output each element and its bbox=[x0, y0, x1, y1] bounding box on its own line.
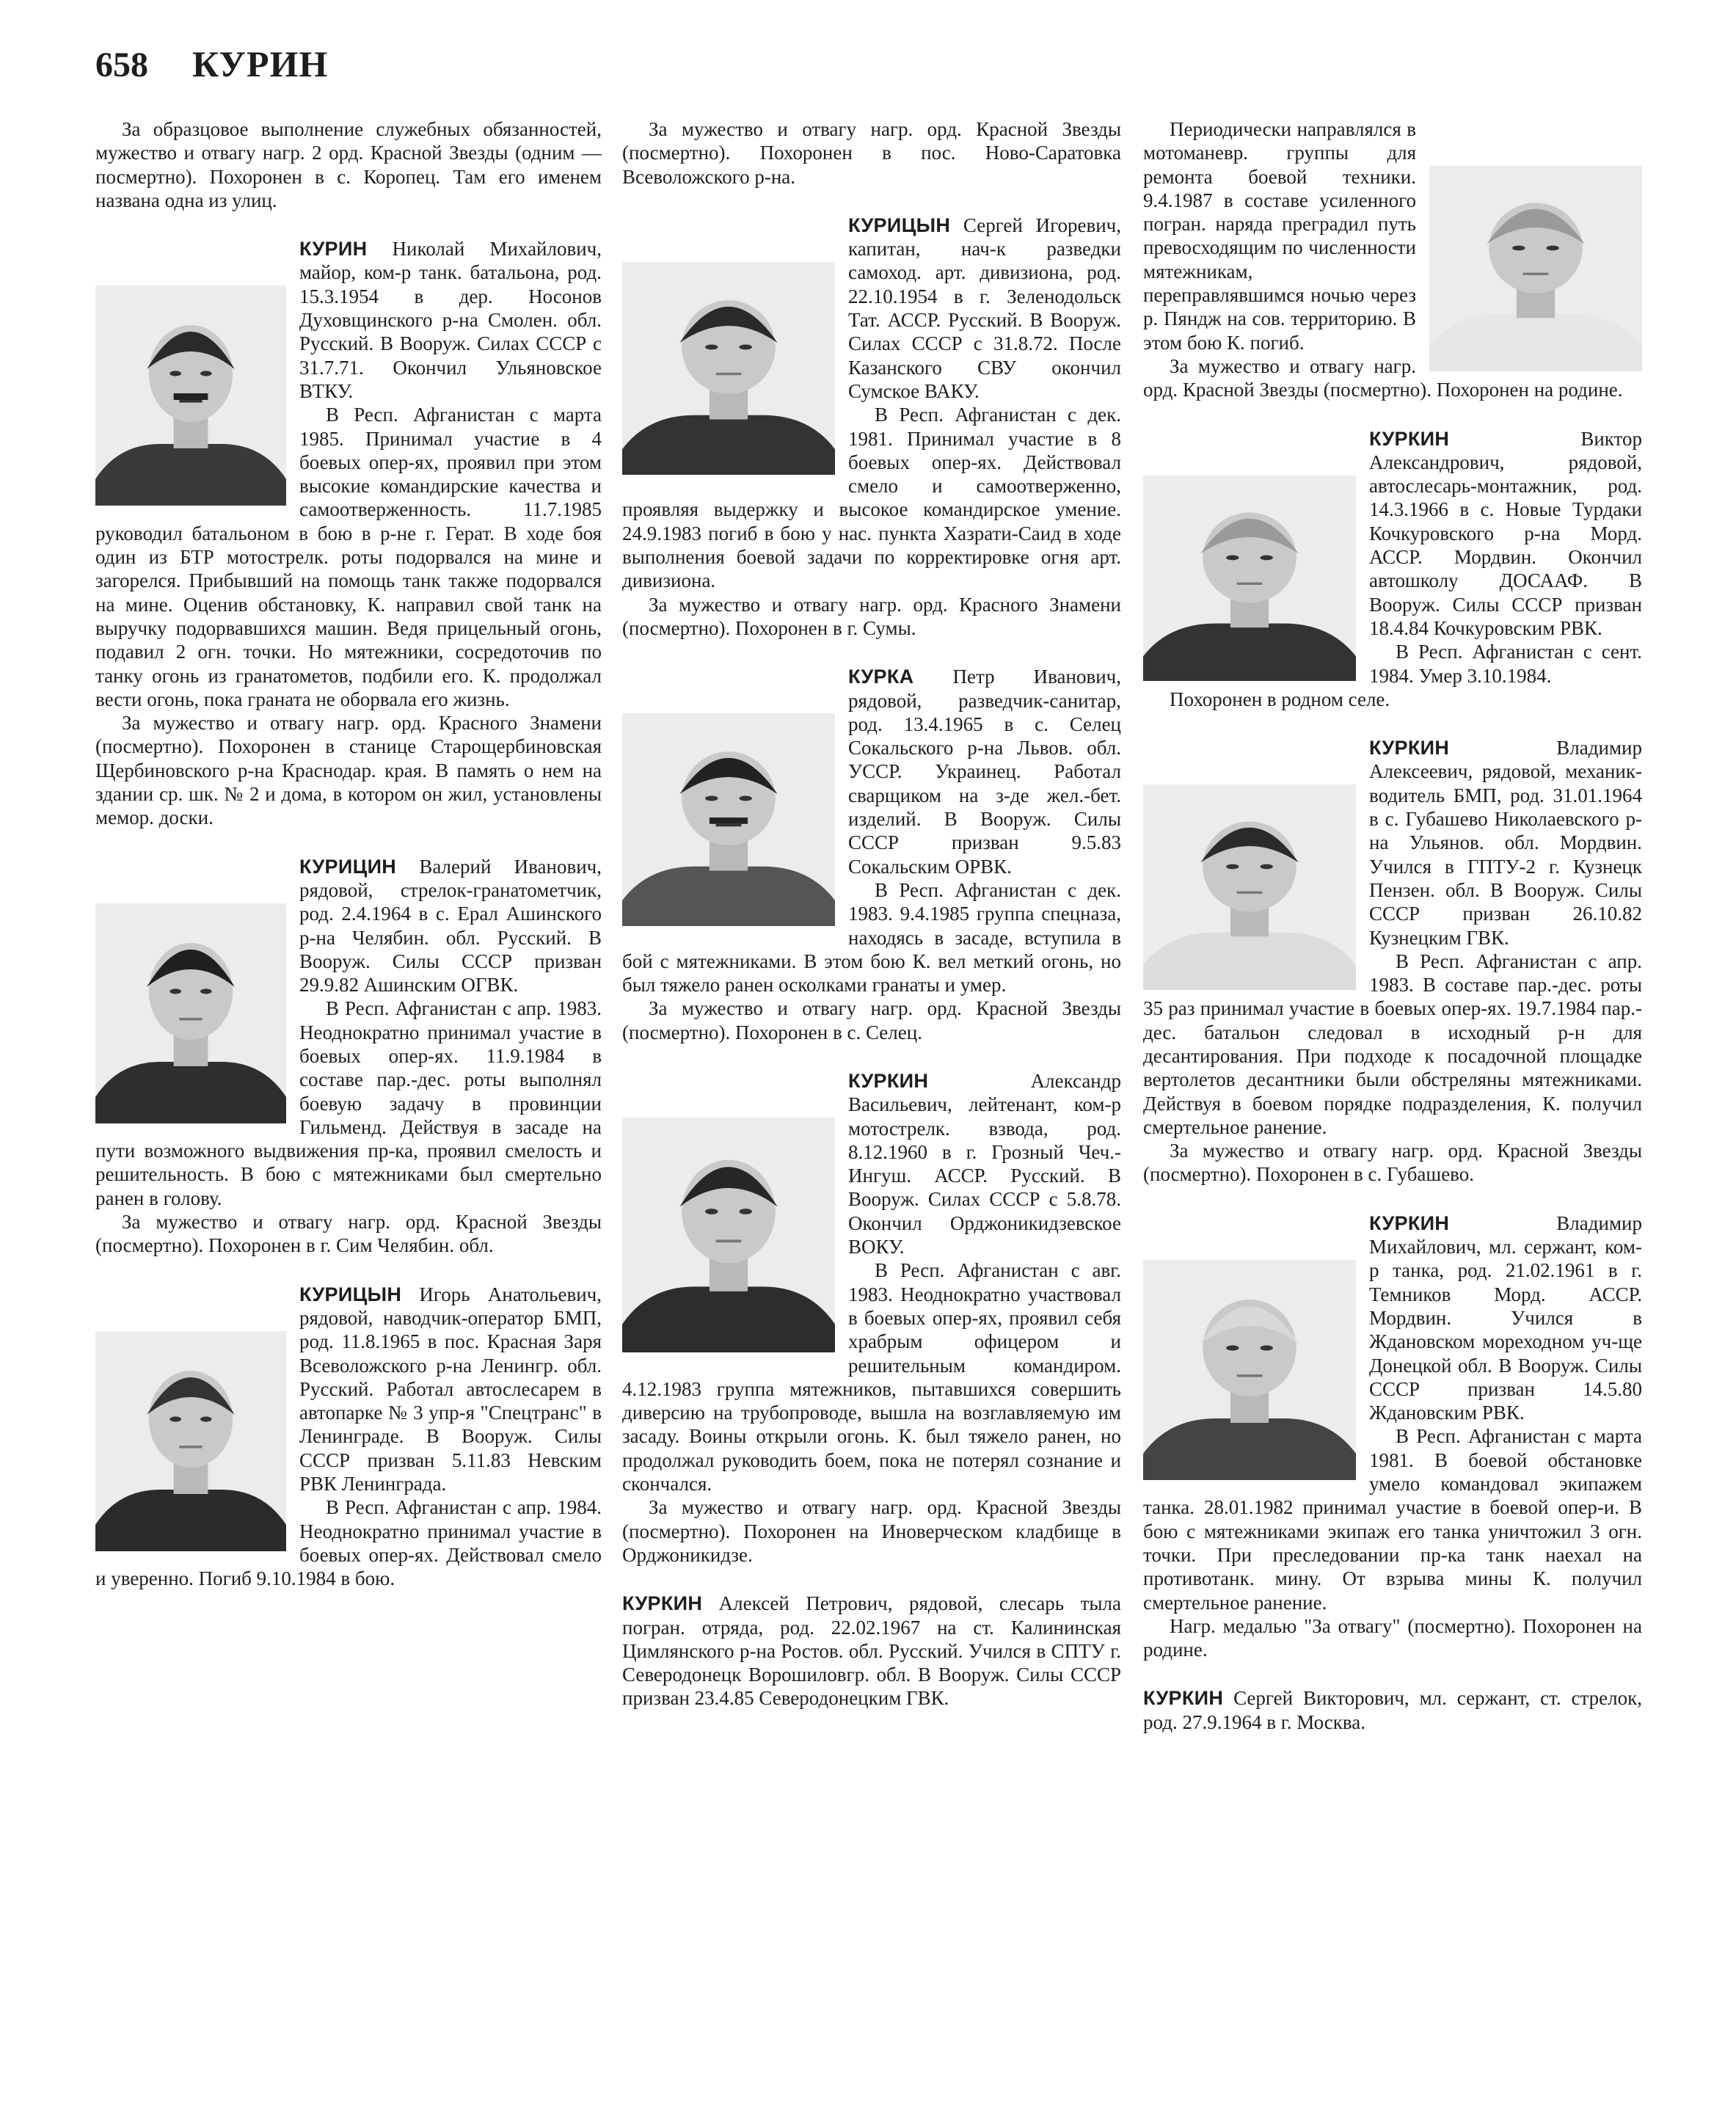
portrait-photo bbox=[1143, 476, 1356, 681]
entry-lead: Сергей Викторович, мл. сержант, ст. стрелок, род. 27.9.1964 в г. Москва. bbox=[1143, 1687, 1642, 1733]
entry-lead: Александр Васильевич, лейтенант, ком-р мотострелк. взвода, род. 8.12.1960 в г. Грозный Чеч.-Ингуш. АССР. Русский. В Вооруж. Силах СССР с 5.8.78. Окончил Орджоникидзевское ВОКУ. bbox=[848, 1069, 1121, 1258]
entry-continuation bbox=[95, 117, 602, 212]
entry-paragraph: В Респ. Афганистан с апр. 1983. В составе пар.-дес. роты 35 раз принимал участие в боевых опер-ях. 19.7.1984 пар.-дес. батальон следовал в исходный р-н для десантирования. При подходе к посадочной площадке вертолетов десантники были обстреляны мятежниками. Действуя в боевом порядке подразделения, К. получил смертельное ранение. bbox=[1143, 950, 1642, 1138]
entry-kurkin-alexei bbox=[622, 1592, 1121, 1710]
entry-name: КУРИЦЫН bbox=[848, 214, 951, 236]
entry-kurkin-vladimir-m bbox=[1143, 1212, 1642, 1662]
entry-kurkin-vladimir-a bbox=[1143, 736, 1642, 1187]
entry-lead: Петр Иванович, рядовой, разведчик-санитар, род. 13.4.1965 в с. Селец Сокальского р-на Львов. обл. УССР. Украинец. Работал сварщиком на з-де жел.-бет. изделий. В Вооруж. Силы СССР призван 9.5.83 Сокальским ОРВК. bbox=[848, 666, 1121, 878]
entry-lead: Валерий Иванович, рядовой, стрелок-гранатометчик, род. 2.4.1964 в с. Ерал Ашинского р-на Челябин. обл. Русский. В Вооруж. Силы СССР призван 29.9.82 Ашинским ОГВК. bbox=[299, 855, 602, 996]
entry-paragraph: За мужество и отвагу нагр. орд. Красного Знамени (посмертно). Похоронен в станице Старощербиновская Щербиновского р-на Краснодар. края. В память о нем на здании ср. шк. № 2 и дома, в котором он жил, установлены мемор. доски. bbox=[95, 712, 602, 829]
entry-name: КУРКИН bbox=[1369, 737, 1450, 759]
portrait-photo bbox=[1143, 1260, 1356, 1480]
entry-paragraph: Периодически направлялся в мотоманевр. группы для ремонта боевой техники. 9.4.1987 в составе усиленного погран. наряда преградил путь превосходящим по численности мятежникам, переправлявшимся ночью через р. Пяндж на сов. территорию. В этом бою К. погиб. bbox=[1143, 117, 1642, 354]
entry-paragraph: В Респ. Афганистан с апр. 1984. Неоднократно принимал участие в боевых опер-ях. Действовал смело и уверенно. Погиб 9.10.1984 в бою. bbox=[95, 1496, 602, 1590]
entry-paragraph: За мужество и отвагу нагр. орд. Красной Звезды (посмертно). Похоронен в с. Губашево. bbox=[1143, 1140, 1642, 1186]
entry-name: КУРИЦЫН bbox=[299, 1283, 402, 1305]
entry-paragraph: В Респ. Афганистан с марта 1985. Принимал участие в 4 боевых опер-ях, проявил при этом высокие командирские качества и самоотверженность. 11.7.1985 руководил батальоном в бою в р-не г. Герат. В ходе боя один из БТР мотострелк. роты подорвался на мине и загорелся. Прибывший на помощь танк также подорвался на мине. Оценив обстановку, К. направил свой танк на выручку подорвавшихся машин. Ведя прицельный огонь, подавил 2 огн. точки. Но мятежники, сосредоточив по танку огонь из гранатометов, подбили его. К. продолжал вести огонь, пока граната не оборвала его жизнь. bbox=[95, 404, 602, 710]
entry-paragraph: За мужество и отвагу нагр. орд. Красной Звезды (посмертно). Похоронен в с. Селец. bbox=[622, 997, 1121, 1043]
column-3 bbox=[1143, 117, 1642, 2091]
entry-lead: Николай Михайлович, майор, ком-р танк. батальона, род. 15.3.1954 в дер. Носонов Духовщинского р-на Смолен. обл. Русский. В Вооруж. Силах СССР с 31.7.71. Окончил Ульяновское ВТКУ. bbox=[299, 238, 602, 402]
entry-kuritsin-valery bbox=[95, 855, 602, 1258]
entry-paragraph: За мужество и отвагу нагр. орд. Красной Звезды (посмертно). Похоронен в пос. Ново-Саратовка Всеволожского р-на. bbox=[622, 118, 1121, 188]
entry-lead: Сергей Игоревич, капитан, нач-к разведки самоход. арт. дивизиона, род. 22.10.1954 в г. Зеленодольск Тат. АССР. Русский. В Вооруж. Силах СССР с 31.8.72. После Казанского СВУ окончил Сумское ВАКУ. bbox=[848, 214, 1121, 402]
entry-paragraph: В Респ. Афганистан с дек. 1983. 9.4.1985 группа спецназа, находясь в засаде, вступила в бой с мятежниками. В этом бою К. вел меткий огонь, но был тяжело ранен осколками гранаты и умер. bbox=[622, 878, 1121, 996]
entry-name: КУРИЦИН bbox=[299, 855, 397, 878]
portrait-photo bbox=[622, 1118, 835, 1352]
entry-paragraph: Похоронен в родном селе. bbox=[1170, 688, 1390, 710]
entry-name: КУРИН bbox=[299, 238, 368, 260]
entry-paragraph: За мужество и отвагу нагр. орд. Красной Звезды (посмертно). Похоронен на Иноверческом кладбище в Орджоникидзе. bbox=[622, 1496, 1121, 1566]
entry-continuation bbox=[622, 117, 1121, 189]
portrait-photo bbox=[95, 1331, 286, 1551]
page-number: 658 bbox=[95, 45, 148, 84]
portrait-photo bbox=[622, 262, 835, 475]
entry-name: КУРКИН bbox=[1369, 1212, 1450, 1234]
entry-paragraph: За мужество и отвагу нагр. орд. Красной Звезды (посмертно). Похоронен в г. Сим Челябин. обл. bbox=[95, 1211, 602, 1257]
entry-kurin-nikolai bbox=[95, 237, 602, 829]
entry-kurkin-alexander bbox=[622, 1069, 1121, 1567]
entry-paragraph: В Респ. Афганистан с авг. 1983. Неоднократно участвовал в боевых опер-ях, проявил себя храбрым офицером и решительным командиром. 4.12.1983 группа мятежников, пытавшихся совершить диверсию на трубопроводе, вышла на возглавляемую им засаду. Воины открыли огонь. К. был тяжело ранен, но продолжал руководить боем, пока не потерял сознание и скончался. bbox=[622, 1259, 1121, 1495]
portrait-photo bbox=[1143, 784, 1356, 990]
entry-lead: Алексей Петрович, рядовой, слесарь тыла погран. отряда, род. 22.02.1967 на ст. Калининская Цимлянского р-на Ростов. обл. Русский. Учился в СПТУ г. Северодонецк Ворошиловгр. обл. В Вооруж. Силы СССР призван 23.4.85 Северодонецким ГВК. bbox=[622, 1592, 1121, 1710]
entry-paragraph: В Респ. Афганистан с апр. 1983. Неоднократно принимал участие в боевых опер-ях. 11.9.1984 в составе пар.-дес. роты выполнял боевую задачу в провинции Гильменд. Действуя в засаде на пути возможного выдвижения пр-ка, проявил смелость и решительность. В бою с мятежниками был смертельно ранен в голову. bbox=[95, 997, 602, 1209]
entry-name: КУРКИН bbox=[848, 1069, 929, 1092]
entry-continuation bbox=[1143, 117, 1642, 402]
entry-name: КУРКИН bbox=[1143, 1687, 1224, 1710]
entry-paragraph: За мужество и отвагу нагр. орд. Красной Звезды (посмертно). Похоронен на родине. bbox=[1143, 354, 1623, 401]
page-header bbox=[95, 43, 328, 94]
entry-kuritsyn-sergei bbox=[622, 214, 1121, 640]
entry-paragraph: В Респ. Афганистан с марта 1981. В боевой обстановке умело командовал экипажем танка. 28.01.1982 принимал участие в боевой опер-и. В бою с мятежниками экипаж его танка уничтожил 3 огн. точки. При преследовании пр-ка танк наехал на противотанк. мину. От взрыва мины К. получил смертельное ранение. bbox=[1143, 1425, 1642, 1614]
entry-lead: Игорь Анатольевич, рядовой, наводчик-оператор БМП, род. 11.8.1965 в пос. Красная Заря Всеволожского р-на Ленингр. обл. Русский. Работал автослесарем в автопарке № 3 упр-я "Спецтранс" в Ленинграде. В Вооруж. Силы СССР призван 5.11.83 Невским РВК Ленинграда. bbox=[299, 1283, 602, 1495]
entry-kurkin-sergei bbox=[1143, 1686, 1642, 1734]
entry-lead: Владимир Михайлович, мл. сержант, ком-р танка, род. 21.02.1961 в г. Темников Морд. АССР. Мордвин. Учился в Ждановском мореходном уч-ще Донецкой обл. В Вооруж. Силы СССР призван 14.5.80 Ждановским РВК. bbox=[1369, 1212, 1642, 1424]
entry-paragraph: В Респ. Афганистан с сент. 1984. Умер 3.10.1984. bbox=[1369, 641, 1642, 687]
portrait-photo bbox=[95, 903, 286, 1123]
entry-kurkin-viktor bbox=[1143, 427, 1642, 712]
entry-name: КУРКИН bbox=[622, 1592, 703, 1615]
running-head: КУРИН bbox=[192, 43, 329, 84]
entry-kurka-petr bbox=[622, 665, 1121, 1044]
entry-paragraph: В Респ. Афганистан с дек. 1981. Принимал участие в 8 боевых опер-ях. Действовал смело и самоотверженно, проявляя выдержку и высокое командирское умение. 24.9.1983 погиб в бою у нас. пункта Хазрати-Саид в ходе выполнения боевой задачи по корректировке огня арт. дивизиона. bbox=[622, 404, 1121, 592]
portrait-photo bbox=[1429, 166, 1642, 371]
entry-paragraph: За образцовое выполнение служебных обязанностей, мужество и отвагу нагр. 2 орд. Красной Звезды (одним — посмертно). Похоронен в с. Коропец. Там его именем названа одна из улиц. bbox=[95, 118, 602, 211]
entry-paragraph: За мужество и отвагу нагр. орд. Красного Знамени (посмертно). Похоронен в г. Сумы. bbox=[622, 593, 1121, 639]
portrait-photo bbox=[622, 713, 835, 926]
entry-paragraph: Нагр. медалью "За отвагу" (посмертно). Похоронен на родине. bbox=[1143, 1614, 1642, 1661]
entry-lead: Виктор Александрович, рядовой, автослесарь-монтажник, род. 14.3.1966 в с. Новые Турдаки Кочкуровского р-на Морд. АССР. Мордвин. Окончил автошколу ДОСААФ. В Вооруж. Силы СССР призван 18.4.84 Кочкуровским РВК. bbox=[1369, 427, 1642, 639]
column-1 bbox=[95, 117, 602, 2091]
entry-lead: Владимир Алексеевич, рядовой, механик-водитель БМП, род. 31.01.1964 в с. Губашево Николаевского р-на Ульянов. обл. Мордвин. Учился в ГПТУ-2 г. Кузнецк Пензен. обл. В Вооруж. Силы СССР призван 26.10.82 Кузнецким ГВК. bbox=[1369, 737, 1642, 949]
column-2 bbox=[622, 117, 1121, 2091]
entry-kuritsyn-igor bbox=[95, 1283, 602, 1591]
entry-name: КУРКА bbox=[848, 666, 914, 688]
portrait-photo bbox=[95, 285, 286, 506]
entry-name: КУРКИН bbox=[1369, 427, 1450, 450]
